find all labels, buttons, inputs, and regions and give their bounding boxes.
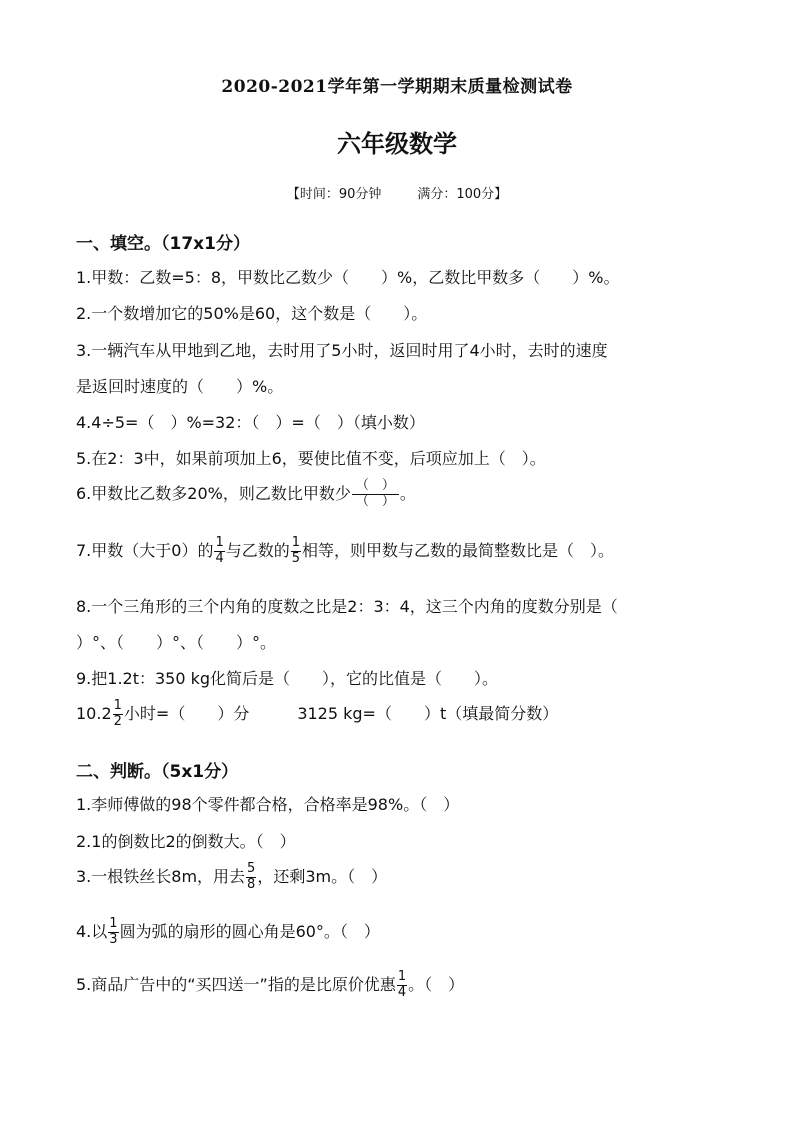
q7-fraction-2 [291,536,301,567]
q7-part-c: 相等，则甲数与乙数的最简整数比是（ ）。 [302,540,615,560]
question-1-6 [76,479,726,510]
question-1-5: 5.在2：3中，如果前项加上6，要使比值不变，后项应加上（ ）。 [76,449,546,468]
fraction-denominator: 5 [291,550,301,566]
fraction-denominator: 3 [109,931,118,947]
section2-heading: 二、判断。（5x1分） [76,762,239,782]
q2-4-part-b: 圆为弧的扇形的圆心角是60°。（ ） [119,921,380,941]
q2-5-part-b: 。（ ） [408,974,465,994]
subject-title: 六年级数学 [337,130,457,158]
q7-part-a: 7.甲数（大于0）的 [76,540,214,560]
question-1-4: 4.4÷5=（ ）%=32：（ ）=（ ）（填小数） [76,413,425,432]
fraction-denominator: 4 [397,984,407,1000]
fraction-denominator: 8 [247,876,256,892]
fraction-numerator: （ ） [352,479,399,495]
q2-3-part-a: 3.一根铁丝长8m，用去 [76,866,246,886]
exam-title: 2020-2021学年第一学期期末质量检测试卷 [221,77,573,97]
question-1-10 [76,699,726,730]
score-label: 满分：100分】 [417,187,508,202]
fraction-numerator: 5 [247,861,256,876]
question-2-3 [76,862,726,893]
fraction-numerator: 1 [397,969,407,984]
q2-3-fraction [246,862,256,893]
section1-heading: 一、填空。（17x1分） [76,234,250,254]
question-2-4 [76,917,726,948]
q6-end: 。 [399,483,416,503]
q7-part-b: 与乙数的 [225,540,290,560]
q10-part-b: 小时=（ ）分 3125 kg=（ ）t（填最简分数） [123,703,559,723]
q6-text: 6.甲数比乙数多20%，则乙数比甲数少 [76,483,351,503]
question-1-2: 2.一个数增加它的50%是60，这个数是（ ）。 [76,304,428,323]
q7-fraction-1 [214,536,224,567]
question-1-8-line1: 8.一个三角形的三个内角的度数之比是2：3：4，这三个内角的度数分别是（ [76,597,618,616]
question-2-5 [76,970,726,1001]
fraction-numerator: 1 [215,535,224,550]
q2-5-part-a: 5.商品广告中的“买四送一”指的是比原价优惠 [76,974,396,994]
fraction-denominator: 4 [215,550,224,566]
q10-part-a: 10.2 [76,703,112,723]
q6-blank-fraction [352,479,399,510]
question-1-8-line2: ）°、（ ）°、（ ）°。 [76,633,277,652]
question-1-3-line1: 3.一辆汽车从甲地到乙地，去时用了5小时，返回时用了4小时，去时的速度 [76,341,608,360]
question-1-1: 1.甲数：乙数=5：8，甲数比乙数少（ ）%，乙数比甲数多（ ）%。 [76,268,620,287]
question-2-1: 1.李师傅做的98个零件都合格，合格率是98%。（ ） [76,795,460,814]
fraction-numerator: 1 [113,698,122,713]
question-2-2: 2.1的倒数比2的倒数大。（ ） [76,832,296,851]
q2-3-part-b: ，还剩3m。（ ） [257,866,388,886]
question-1-3-line2: 是返回时速度的（ ）%。 [76,377,284,396]
fraction-numerator: 1 [109,916,118,931]
q10-fraction [113,699,123,730]
q2-4-part-a: 4.以 [76,921,108,941]
fraction-numerator: 1 [291,535,301,550]
fraction-denominator: （ ） [355,493,395,509]
q2-5-fraction [397,970,407,1001]
question-1-7 [76,536,726,567]
q2-4-fraction [108,917,118,948]
time-label: 【时间：90分钟 [286,187,382,202]
question-1-9: 9.把1.2t：350 kg化简后是（ ），它的比值是（ ）。 [76,669,499,688]
exam-info [0,183,794,202]
fraction-denominator: 2 [113,713,122,729]
